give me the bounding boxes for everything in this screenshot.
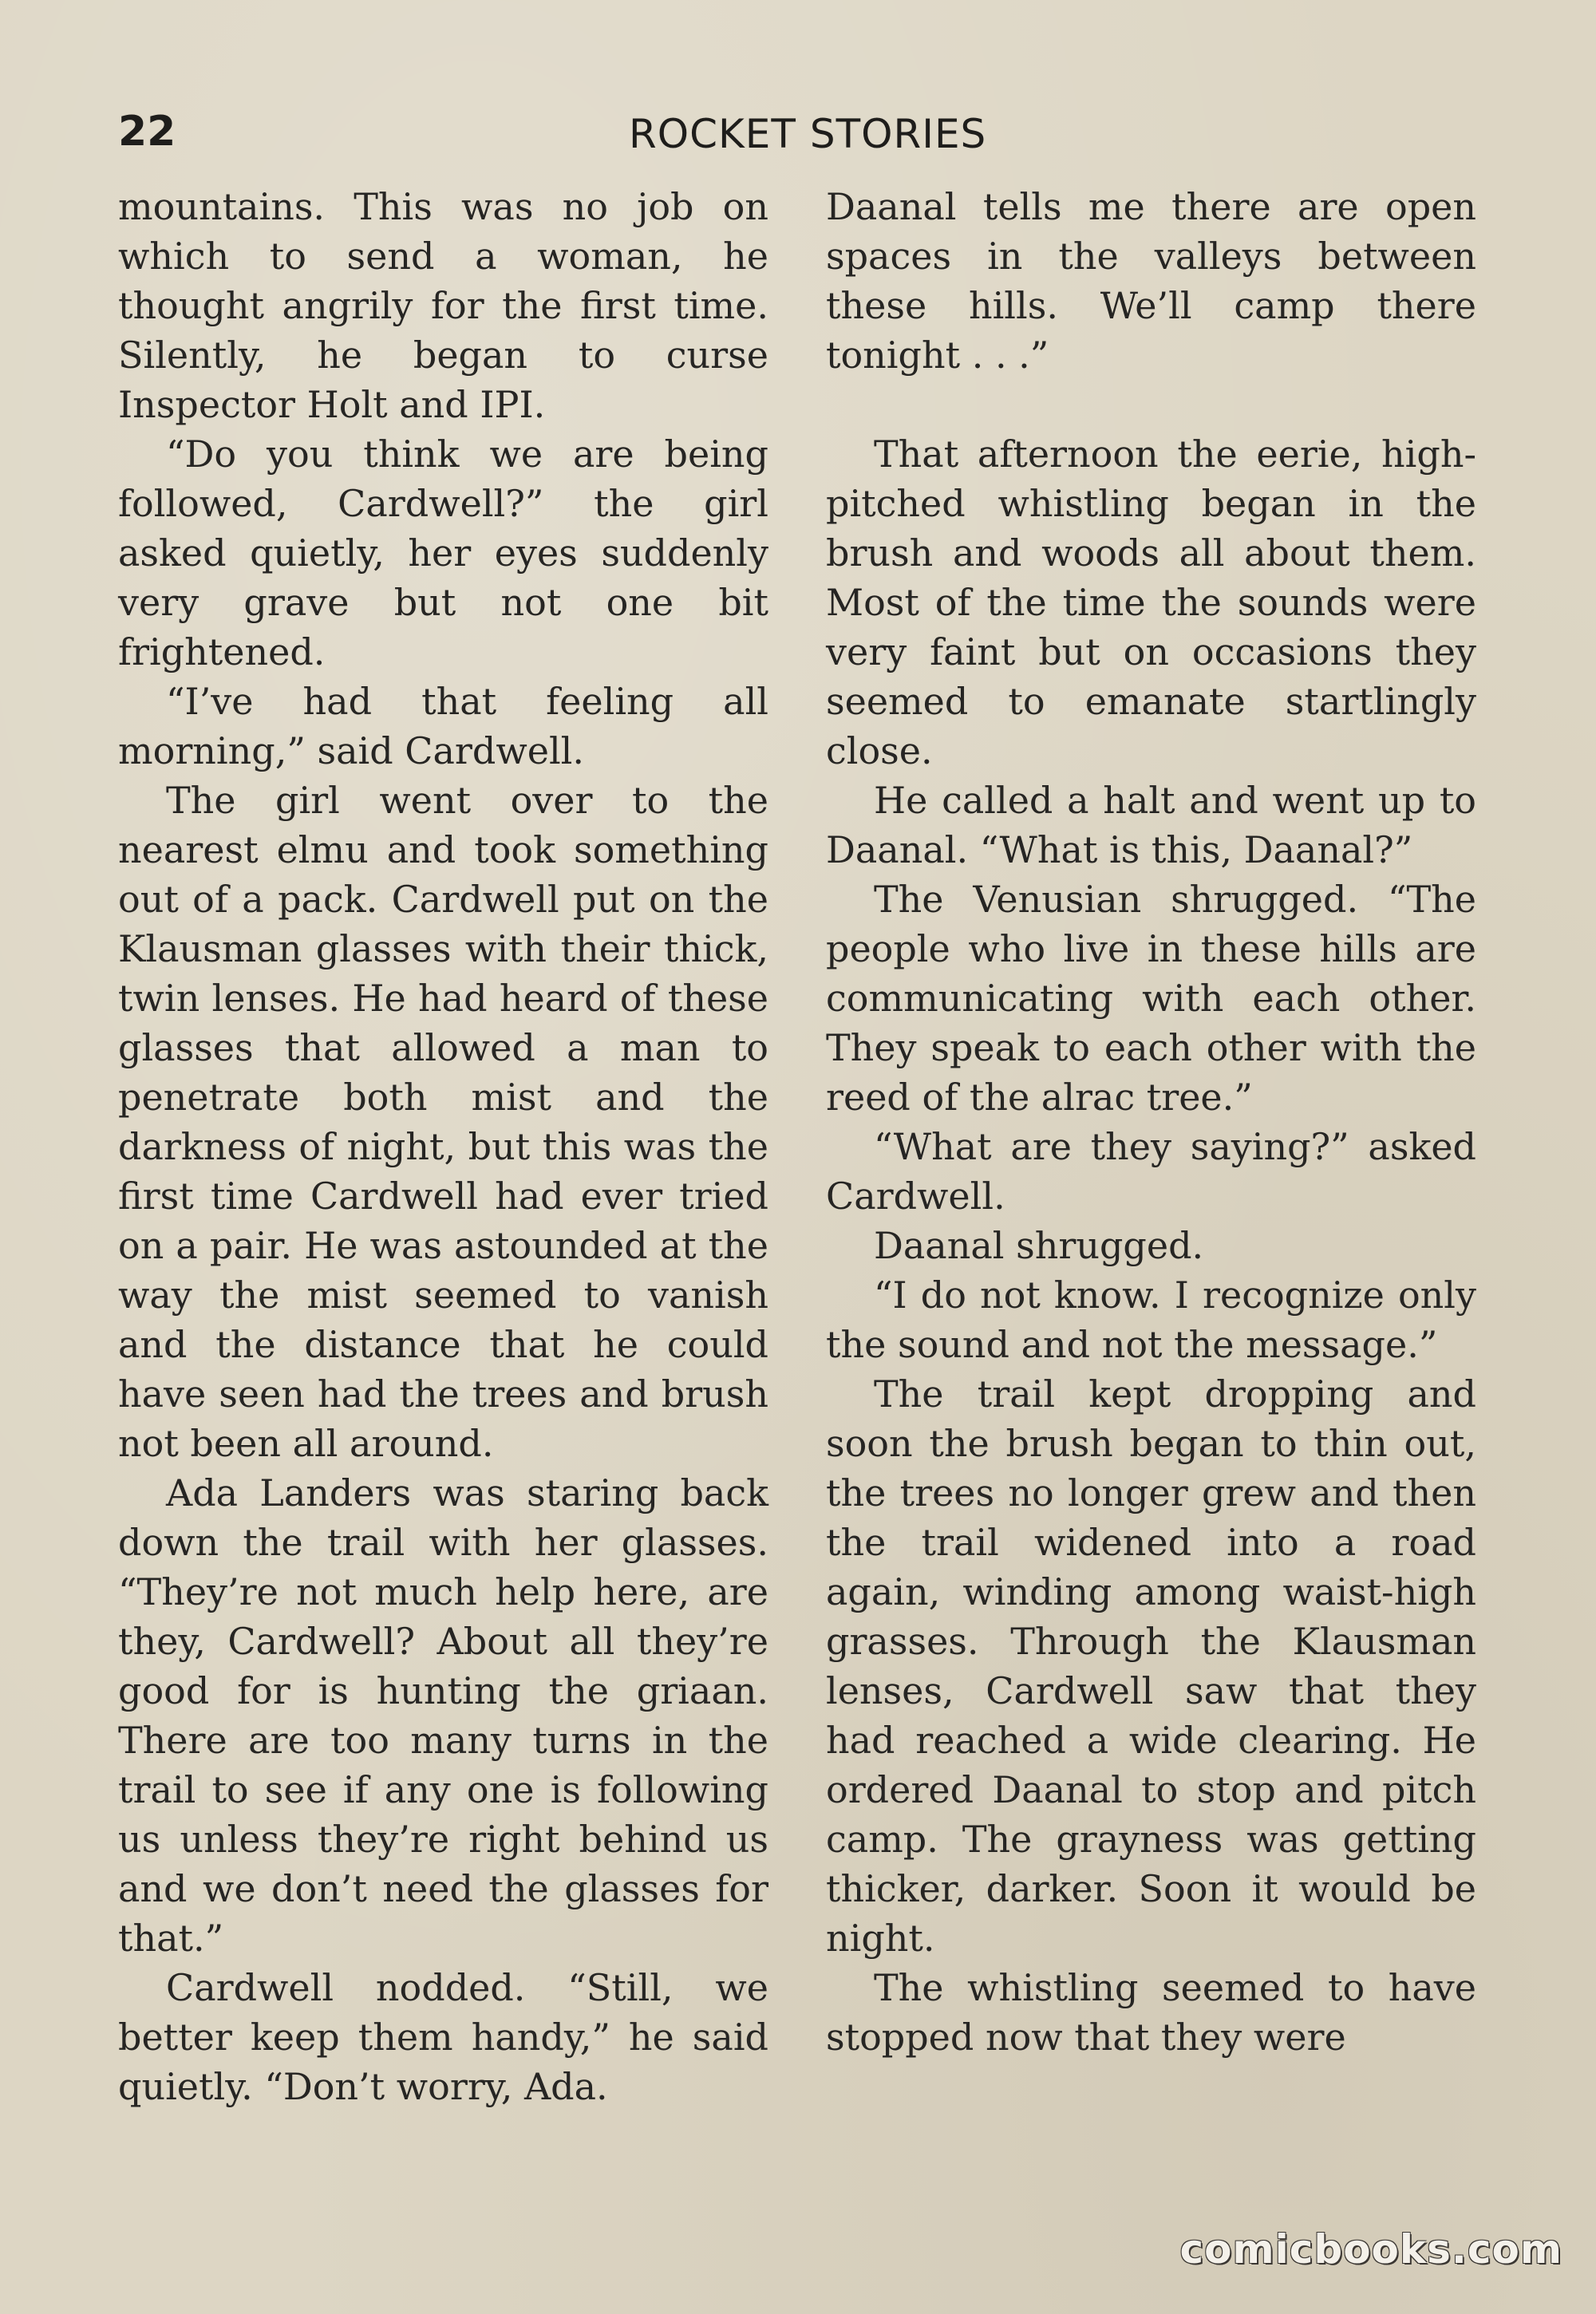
magazine-title: ROCKET STORIES [629,111,987,157]
paragraph: “What are they saying?” asked Cardwell. [826,1125,1476,1218]
right-column [826,182,1476,2062]
paragraph: Cardwell nodded. “Still, we better keep them handy,” he said quietly. “Don’t worry, Ada. [118,1966,768,2108]
paragraph: Ada Landers was staring back down the trail with her glasses. “They’re not much help here, are they, Cardwell? About all they’re good for is hunting the griaan. There are too many turns in the trail to see if any one is following us unless they’re right behind us and we don’t need the glasses for that.” [118,1471,768,1960]
paragraph: That afternoon the eerie, high-pitched whistling began in the brush and woods all about them. Most of the time the sounds were very faint but on occasions they seemed to emanate startlingly close. [826,432,1476,772]
paragraph: Daanal tells me there are open spaces in the valleys between these hills. We’ll camp there tonight . . .” [826,185,1476,377]
paragraph: The trail kept dropping and soon the brush began to thin out, the trees no longer grew and then the trail widened into a road again, winding among waist-high grasses. Through the Klausman lenses, Cardwell saw that they had reached a wide clearing. He ordered Daanal to stop and pitch camp. The grayness was getting thicker, darker. Soon it would be night. [826,1372,1476,1960]
paragraph: The Venusian shrugged. “The people who live in these hills are communicating with each other. They speak to each other with the reed of the alrac tree.” [826,878,1476,1119]
paragraph: mountains. This was no job on which to send a woman, he thought angrily for the first time. Silently, he began to curse Inspector Holt and IPI. [118,185,768,426]
left-column [118,182,768,2111]
site-watermark: comicbooks.com [1179,2226,1562,2273]
paragraph: The girl went over to the nearest elmu and took something out of a pack. Cardwell put on the Klausman glasses with their thick, twin lenses. He had heard of these glasses that allowed a man to penetrate both mist and the darkness of night, but this was the first time Cardwell had ever tried on a pair. He was astounded at the way the mist seemed to vanish and the distance that he could have seen had the trees and brush not been all around. [118,779,768,1465]
paragraph: “Do you think we are being followed, Cardwell?” the girl asked quietly, her eyes suddenly very grave but not one bit frightened. [118,432,768,673]
paragraph: “I’ve had that feeling all morning,” said Cardwell. [118,680,768,772]
paragraph: “I do not know. I recognize only the sound and not the message.” [826,1273,1476,1366]
page-number: 22 [118,108,176,156]
paragraph: Daanal shrugged. [874,1224,1204,1267]
running-head [118,108,1483,164]
paragraph: He called a halt and went up to Daanal. “What is this, Daanal?” [826,779,1476,871]
paragraph: The whistling seemed to have stopped now that they were [826,1966,1476,2059]
